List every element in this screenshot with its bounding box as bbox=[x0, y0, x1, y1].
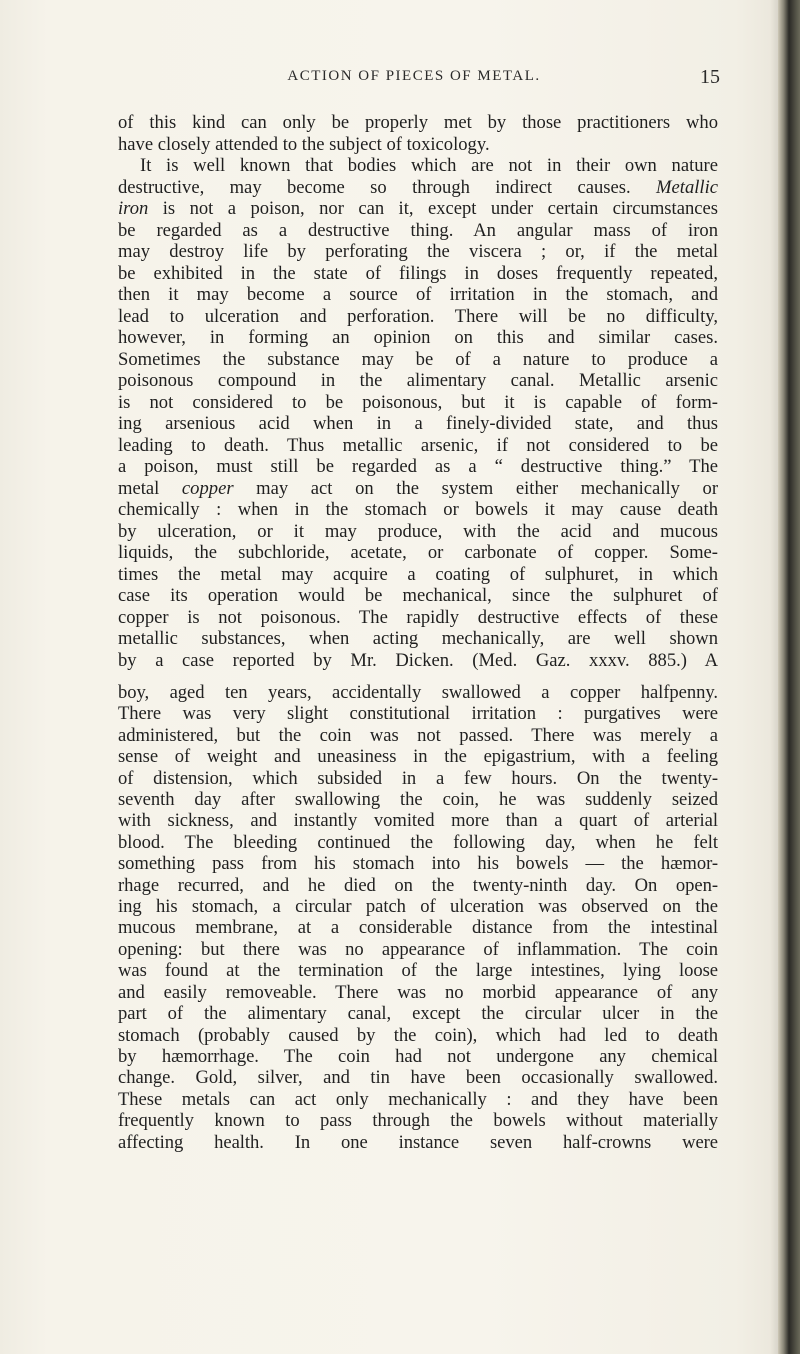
text-line: administered, but the coin was not passed. There was merely a bbox=[118, 724, 718, 746]
text-line: metal copper may act on the system either mechanically or bbox=[118, 477, 719, 499]
running-title: ACTION OF PIECES OF METAL. bbox=[287, 68, 541, 84]
text-line: metallic substances, when acting mechanically, are well shown bbox=[118, 628, 718, 649]
text-line: boy, aged ten years, accidentally swallowed a copper halfpenny. bbox=[118, 682, 718, 703]
text-line: There was very slight constitutional irritation : purgatives were bbox=[118, 703, 718, 725]
text-line: frequently known to pass through the bowels without materially bbox=[118, 1110, 718, 1132]
text-line: seventh day after swallowing the coin, he was suddenly seized bbox=[118, 789, 718, 811]
spine-shadow bbox=[770, 0, 778, 1354]
text-line: Sometimes the substance may be of a nature to produce a bbox=[118, 348, 718, 370]
text-line: be exhibited in the state of filings in doses frequently repeated, bbox=[118, 262, 718, 284]
text-line: part of the alimentary canal, except the circular ulcer in the bbox=[118, 1003, 718, 1025]
text-line: sense of weight and uneasiness in the epigastrium, with a feeling bbox=[118, 746, 718, 768]
body-text-upper bbox=[118, 112, 718, 671]
text-line: is not considered to be poisonous, but it is capable of form- bbox=[118, 391, 718, 413]
page-number: 15 bbox=[700, 66, 720, 88]
text-line: by a case reported by Mr. Dicken. (Med. Gaz. xxxv. 885.) A bbox=[118, 649, 718, 671]
text-line: blood. The bleeding continued the following day, when he felt bbox=[118, 831, 718, 853]
text-line: something pass from his stomach into his bowels — the hæmor- bbox=[118, 853, 718, 875]
text-line: then it may become a source of irritation in the stomach, and bbox=[118, 284, 718, 305]
text-line: liquids, the subchloride, acetate, or carbonate of copper. Some- bbox=[118, 542, 718, 563]
text-line: chemically : when in the stomach or bowels it may cause death bbox=[118, 499, 718, 520]
text-line: These metals can act only mechanically : and they have been bbox=[118, 1088, 718, 1110]
text-line: ing arsenious acid when in a finely-divided state, and thus bbox=[118, 413, 718, 434]
text-line: case its operation would be mechanical, since the sulphuret of bbox=[118, 585, 718, 606]
running-head bbox=[108, 68, 720, 98]
text-line: iron is not a poison, nor can it, except under certain circumstances bbox=[118, 198, 718, 219]
book-spine bbox=[778, 0, 800, 1354]
text-line: copper is not poisonous. The rapidly destructive effects of these bbox=[118, 606, 718, 628]
italic-term: copper bbox=[181, 477, 234, 499]
text-line: It is well known that bodies which are not in their own nature bbox=[140, 155, 718, 176]
body-text-lower bbox=[118, 682, 718, 1153]
text-line: with sickness, and instantly vomited more than a quart of arterial bbox=[118, 810, 718, 832]
text-line: be regarded as a destructive thing. An angular mass of iron bbox=[118, 219, 718, 241]
text-line: have closely attended to the subject of toxicology. bbox=[118, 133, 490, 155]
text-line: by hæmorrhage. The coin had not undergone any chemical bbox=[118, 1045, 718, 1067]
text-line: a poison, must still be regarded as a “ destructive thing.” The bbox=[118, 456, 718, 477]
text-line: mucous membrane, at a considerable distance from the intestinal bbox=[118, 917, 718, 939]
text-line: leading to death. Thus metallic arsenic, if not considered to be bbox=[118, 434, 718, 456]
text-line: and easily removeable. There was no morbid appearance of any bbox=[118, 981, 718, 1003]
text-line: poisonous compound in the alimentary canal. Metallic arsenic bbox=[118, 370, 718, 391]
text-line: of distension, which subsided in a few hours. On the twenty- bbox=[118, 767, 718, 789]
text-line: rhage recurred, and he died on the twenty-ninth day. On open- bbox=[118, 874, 718, 896]
text-line: may destroy life by perforating the viscera ; or, if the metal bbox=[118, 241, 718, 262]
text-line: change. Gold, silver, and tin have been occasionally swallowed. bbox=[118, 1067, 718, 1089]
text-line: was found at the termination of the large intestines, lying loose bbox=[118, 960, 718, 982]
text-line: affecting health. In one instance seven half-crowns were bbox=[118, 1131, 718, 1153]
text-line: by ulceration, or it may produce, with the acid and mucous bbox=[118, 520, 718, 542]
text-line: ing his stomach, a circular patch of ulceration was observed on the bbox=[118, 896, 718, 918]
text-line: lead to ulceration and perforation. There will be no difficulty, bbox=[118, 305, 718, 327]
italic-term: iron bbox=[118, 198, 149, 219]
text-line: however, in forming an opinion on this and similar cases. bbox=[118, 327, 718, 348]
italic-term: Metallic bbox=[656, 176, 718, 198]
text-line: stomach (probably caused by the coin), which had led to death bbox=[118, 1024, 718, 1046]
text-line: destructive, may become so through indirect causes. Metallic bbox=[118, 176, 718, 198]
text-line: times the metal may acquire a coating of sulphuret, in which bbox=[118, 563, 718, 585]
text-line: of this kind can only be properly met by those practitioners who bbox=[118, 112, 718, 133]
text-line: opening: but there was no appearance of inflammation. The coin bbox=[118, 938, 718, 960]
